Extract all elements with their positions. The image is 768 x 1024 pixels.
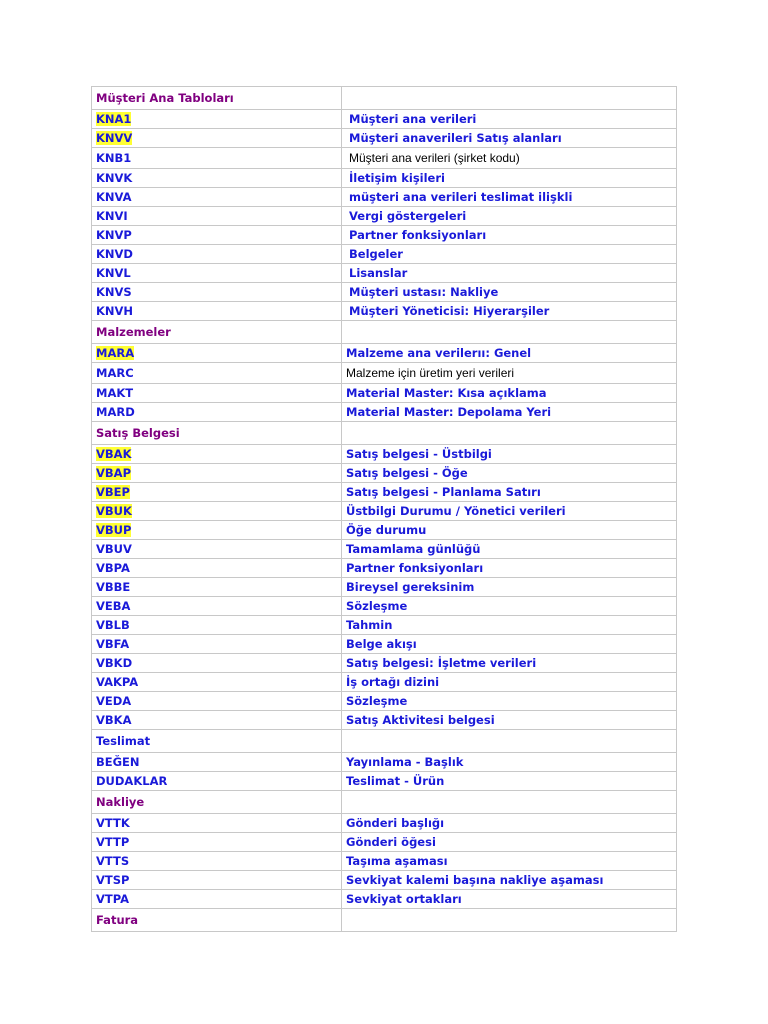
table-row	[92, 483, 677, 502]
table-code-cell	[92, 654, 342, 673]
table-row	[92, 110, 677, 129]
section-title: Müşteri Ana Tabloları	[92, 87, 342, 110]
table-code: VBKA	[96, 713, 132, 727]
section-empty-cell	[342, 791, 677, 814]
table-description: Sevkiyat ortakları	[342, 890, 677, 909]
table-code-cell	[92, 283, 342, 302]
section-header-row	[92, 791, 677, 814]
table-row	[92, 616, 677, 635]
table-code: KNVH	[96, 304, 134, 318]
section-header-row	[92, 730, 677, 753]
table-row	[92, 852, 677, 871]
section-title: Teslimat	[92, 730, 342, 753]
table-row	[92, 772, 677, 791]
table-row	[92, 559, 677, 578]
table-row	[92, 226, 677, 245]
table-code: MARA	[96, 346, 135, 360]
table-code: MAKT	[96, 386, 134, 400]
table-description: Gönderi başlığı	[342, 814, 677, 833]
table-code: MARC	[96, 366, 134, 380]
table-code: KNVI	[96, 209, 128, 223]
table-row	[92, 540, 677, 559]
table-row	[92, 464, 677, 483]
table-description: Sevkiyat kalemi başına nakliye aşaması	[342, 871, 677, 890]
section-title: Malzemeler	[92, 321, 342, 344]
table-code-cell	[92, 363, 342, 384]
table-row	[92, 403, 677, 422]
table-code-cell	[92, 772, 342, 791]
table-description: Satış Aktivitesi belgesi	[342, 711, 677, 730]
table-code: VBAP	[96, 466, 131, 480]
table-code-cell	[92, 445, 342, 464]
table-code-cell	[92, 384, 342, 403]
table-code: VTTS	[96, 854, 130, 868]
section-title: Satış Belgesi	[92, 422, 342, 445]
table-code: VBUP	[96, 523, 132, 537]
table-description: Tamamlama günlüğü	[342, 540, 677, 559]
table-code: VAKPA	[96, 675, 139, 689]
table-code: VTTK	[96, 816, 130, 830]
table-row	[92, 654, 677, 673]
section-title: Nakliye	[92, 791, 342, 814]
section-empty-cell	[342, 422, 677, 445]
table-code-cell	[92, 597, 342, 616]
table-body	[92, 87, 677, 932]
table-code: KNVV	[96, 131, 133, 145]
table-description: Belge akışı	[342, 635, 677, 654]
table-row	[92, 245, 677, 264]
table-row	[92, 635, 677, 654]
table-code-cell	[92, 616, 342, 635]
table-code: VBFA	[96, 637, 130, 651]
sap-tables-list	[91, 86, 677, 932]
table-description: Sözleşme	[342, 692, 677, 711]
table-description: Material Master: Depolama Yeri	[342, 403, 677, 422]
table-row	[92, 711, 677, 730]
table-code-cell	[92, 890, 342, 909]
table-description: Tahmin	[342, 616, 677, 635]
table-code: VTSP	[96, 873, 130, 887]
section-empty-cell	[342, 909, 677, 932]
table-code: VEDA	[96, 694, 132, 708]
section-empty-cell	[342, 730, 677, 753]
table-row	[92, 673, 677, 692]
table-code: VBAK	[96, 447, 132, 461]
table-description: Partner fonksiyonları	[342, 226, 677, 245]
table-code-cell	[92, 635, 342, 654]
section-header-row	[92, 909, 677, 932]
table-code-cell	[92, 207, 342, 226]
table-description: Belgeler	[342, 245, 677, 264]
table-code: KNVL	[96, 266, 131, 280]
table-code: VBKD	[96, 656, 133, 670]
table-code-cell	[92, 464, 342, 483]
table-description: Partner fonksiyonları	[342, 559, 677, 578]
table-row	[92, 384, 677, 403]
table-code-cell	[92, 344, 342, 363]
table-description: Müşteri Yöneticisi: Hiyerarşiler	[342, 302, 677, 321]
table-code-cell	[92, 833, 342, 852]
table-code: BEĞEN	[96, 755, 140, 769]
table-code: VBEP	[96, 485, 130, 499]
table-description: müşteri ana verileri teslimat ilişkli	[342, 188, 677, 207]
table-code: VTPA	[96, 892, 130, 906]
table-row	[92, 753, 677, 772]
table-code-cell	[92, 559, 342, 578]
table-row	[92, 148, 677, 169]
table-code: VBPA	[96, 561, 130, 575]
table-code: VBBE	[96, 580, 131, 594]
table-row	[92, 363, 677, 384]
table-code-cell	[92, 711, 342, 730]
table-row	[92, 344, 677, 363]
table-description: Malzeme ana verilerıı: Genel	[342, 344, 677, 363]
table-code-cell	[92, 245, 342, 264]
table-description: Müşteri ana verileri	[342, 110, 677, 129]
table-code-cell	[92, 753, 342, 772]
table-description: Müşteri anaverileri Satış alanları	[342, 129, 677, 148]
table-description: Satış belgesi - Üstbilgi	[342, 445, 677, 464]
table-code: KNVK	[96, 171, 133, 185]
table-row	[92, 169, 677, 188]
table-description: Malzeme için üretim yeri verileri	[342, 363, 677, 384]
table-code-cell	[92, 188, 342, 207]
table-code: KNB1	[96, 151, 132, 165]
table-description: Lisanslar	[342, 264, 677, 283]
table-row	[92, 871, 677, 890]
table-row	[92, 264, 677, 283]
table-code: KNVA	[96, 190, 132, 204]
section-header-row	[92, 422, 677, 445]
table-code-cell	[92, 302, 342, 321]
table-row	[92, 207, 677, 226]
table-code-cell	[92, 521, 342, 540]
table-description: Satış belgesi - Öğe	[342, 464, 677, 483]
table-row	[92, 692, 677, 711]
table-row	[92, 597, 677, 616]
table-code-cell	[92, 692, 342, 711]
table-code-cell	[92, 264, 342, 283]
table-description: Yayınlama - Başlık	[342, 753, 677, 772]
table-description: Müşteri ustası: Nakliye	[342, 283, 677, 302]
table-code: KNA1	[96, 112, 132, 126]
table-description: Müşteri ana verileri (şirket kodu)	[342, 148, 677, 169]
table-code-cell	[92, 852, 342, 871]
table-description: Üstbilgi Durumu / Yönetici verileri	[342, 502, 677, 521]
table-code-cell	[92, 578, 342, 597]
section-empty-cell	[342, 321, 677, 344]
table-code: KNVP	[96, 228, 132, 242]
section-title: Fatura	[92, 909, 342, 932]
table-description: Material Master: Kısa açıklama	[342, 384, 677, 403]
table-row	[92, 833, 677, 852]
table-code-cell	[92, 871, 342, 890]
section-header-row	[92, 321, 677, 344]
table-description: Satış belgesi: İşletme verileri	[342, 654, 677, 673]
table-code: MARD	[96, 405, 135, 419]
table-row	[92, 283, 677, 302]
table-code-cell	[92, 540, 342, 559]
table-code-cell	[92, 673, 342, 692]
table-code: VBLB	[96, 618, 130, 632]
table-code-cell	[92, 148, 342, 169]
table-row	[92, 578, 677, 597]
table-code-cell	[92, 169, 342, 188]
table-row	[92, 890, 677, 909]
table-code-cell	[92, 502, 342, 521]
table-code-cell	[92, 483, 342, 502]
table-description: Satış belgesi - Planlama Satırı	[342, 483, 677, 502]
table-code-cell	[92, 403, 342, 422]
table-description: İletişim kişileri	[342, 169, 677, 188]
table-code-cell	[92, 814, 342, 833]
table-description: Öğe durumu	[342, 521, 677, 540]
table-description: Vergi göstergeleri	[342, 207, 677, 226]
table-row	[92, 502, 677, 521]
table-row	[92, 302, 677, 321]
table-description: Gönderi öğesi	[342, 833, 677, 852]
table-description: İş ortağı dizini	[342, 673, 677, 692]
table-description: Teslimat - Ürün	[342, 772, 677, 791]
table-code-cell	[92, 226, 342, 245]
section-empty-cell	[342, 87, 677, 110]
table-code-cell	[92, 110, 342, 129]
table-row	[92, 188, 677, 207]
table-row	[92, 445, 677, 464]
table-code: KNVS	[96, 285, 132, 299]
table-code: DUDAKLAR	[96, 774, 168, 788]
table-code: KNVD	[96, 247, 133, 261]
table-row	[92, 814, 677, 833]
table-description: Taşıma aşaması	[342, 852, 677, 871]
table-code: VEBA	[96, 599, 131, 613]
table-code: VTTP	[96, 835, 130, 849]
table-row	[92, 521, 677, 540]
table-code: VBUK	[96, 504, 132, 518]
table-code-cell	[92, 129, 342, 148]
table-description: Bireysel gereksinim	[342, 578, 677, 597]
table-description: Sözleşme	[342, 597, 677, 616]
section-header-row	[92, 87, 677, 110]
table-code: VBUV	[96, 542, 132, 556]
table-row	[92, 129, 677, 148]
